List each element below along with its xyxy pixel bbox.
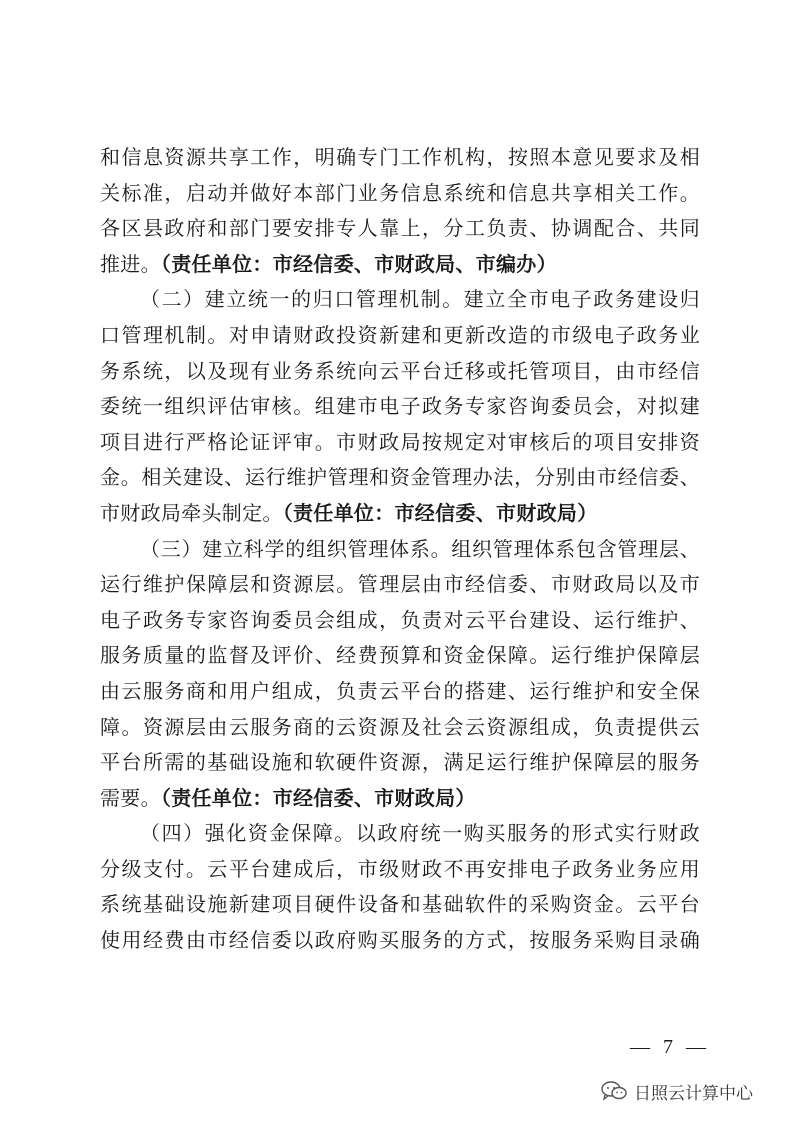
text-line	[100, 460, 700, 496]
line-text: 使用经费由市经信委以政府购买服务的方式，按服务采购目录确	[100, 928, 700, 953]
line-text: 障。资源层由云服务商的云资源及社会云资源组成，负责提供云	[100, 714, 700, 739]
line-text: 分级支付。云平台建成后，市级财政不再安排电子政务业务应用	[100, 856, 700, 881]
text-line	[100, 674, 700, 710]
text-line	[100, 211, 700, 247]
text-line	[100, 781, 700, 817]
text-line	[100, 638, 700, 674]
responsible-units: （责任单位：市经信委、市财政局）	[160, 785, 476, 810]
line-text: 市财政局牵头制定。	[100, 500, 283, 525]
line-text: 各区县政府和部门要安排专人靠上，分工负责、协调配合、共同	[100, 216, 700, 241]
watermark	[600, 1076, 753, 1106]
line-text: 系统基础设施新建项目硬件设备和基础软件的采购资金。云平台	[100, 892, 700, 917]
line-text: （二）建立统一的归口管理机制。建立全市电子政务建设归	[140, 287, 700, 312]
text-line	[100, 176, 700, 212]
responsible-units: （责任单位：市经信委、市财政局、市编办）	[160, 251, 557, 276]
text-line	[100, 567, 700, 603]
text-line	[100, 603, 700, 639]
line-text: （四）强化资金保障。以政府统一购买服务的形式实行财政	[140, 821, 700, 846]
text-line	[100, 247, 700, 283]
line-text: 和信息资源共享工作，明确专门工作机构，按照本意见要求及相	[100, 145, 700, 169]
line-text: 关标准，启动并做好本部门业务信息系统和信息共享相关工作。	[100, 180, 700, 205]
text-line	[100, 496, 700, 532]
line-text: 金。相关建设、运行维护管理和资金管理办法，分别由市经信委、	[100, 465, 700, 490]
text-line	[100, 354, 700, 390]
line-text: （三）建立科学的组织管理体系。组织管理体系包含管理层、	[140, 536, 700, 561]
text-line	[100, 140, 700, 176]
text-line	[100, 425, 700, 461]
line-text: 电子政务专家咨询委员会组成，负责对云平台建设、运行维护、	[100, 607, 700, 632]
line-text: 项目进行严格论证评审。市财政局按规定对审核后的项目安排资	[100, 429, 700, 454]
line-text: 委统一组织评估审核。组建市电子政务专家咨询委员会，对拟建	[100, 394, 700, 419]
text-line	[100, 887, 700, 923]
line-text: 需要。	[100, 785, 161, 810]
text-line	[100, 710, 700, 746]
responsible-units: （责任单位：市经信委、市财政局）	[282, 500, 598, 525]
text-line	[100, 282, 700, 318]
text-line	[100, 745, 700, 781]
line-text: 运行维护保障层和资源层。管理层由市经信委、市财政局以及市	[100, 572, 700, 597]
line-text: 口管理机制。对申请财政投资新建和更新改造的市级电子政务业	[100, 322, 700, 347]
page-number: — 7 —	[630, 1036, 710, 1058]
line-text: 务系统，以及现有业务系统向云平台迁移或托管项目，由市经信	[100, 358, 700, 383]
line-text: 服务质量的监督及评价、经费预算和资金保障。运行维护保障层	[100, 643, 700, 668]
text-line	[100, 923, 700, 959]
text-line	[100, 389, 700, 425]
text-line	[100, 532, 700, 568]
watermark-text: 日照云计算中心	[634, 1083, 753, 1104]
text-line	[100, 816, 700, 852]
line-text: 平台所需的基础设施和软硬件资源，满足运行维护保障层的服务	[100, 750, 700, 775]
line-text: 推进。	[100, 251, 161, 276]
document-body	[100, 140, 700, 959]
text-line	[100, 318, 700, 354]
line-text: 由云服务商和用户组成，负责云平台的搭建、运行维护和安全保	[100, 678, 700, 703]
text-line	[100, 852, 700, 888]
wechat-icon	[600, 1080, 628, 1102]
